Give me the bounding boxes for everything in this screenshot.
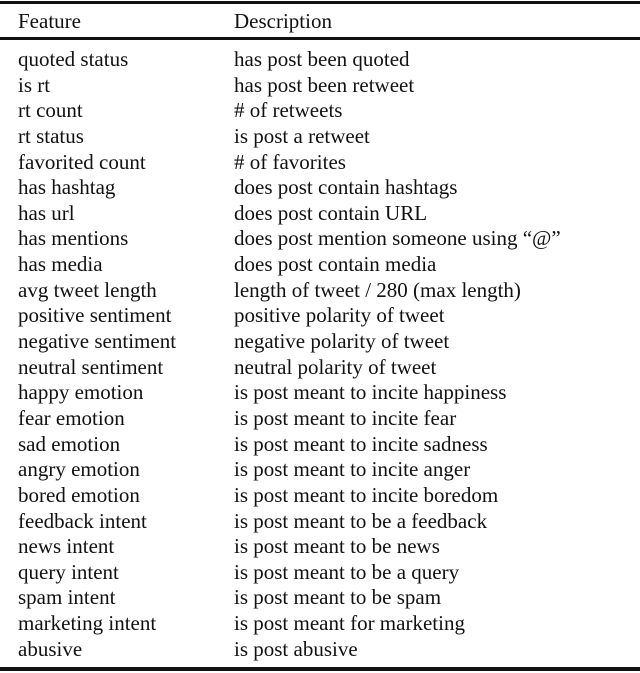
- description-cell: is post meant to incite fear: [234, 405, 457, 430]
- table-row: [0, 252, 640, 278]
- table-row: [0, 124, 640, 150]
- feature-cell: has media: [18, 252, 103, 277]
- feature-cell: has mentions: [18, 226, 129, 251]
- feature-cell: sad emotion: [18, 431, 121, 456]
- header-rule: [0, 37, 640, 40]
- feature-cell: happy emotion: [18, 380, 144, 405]
- feature-cell: negative sentiment: [18, 329, 177, 354]
- table-row: [0, 47, 640, 73]
- table-body: [0, 47, 640, 662]
- feature-cell: spam intent: [18, 585, 116, 610]
- feature-cell: feedback intent: [18, 508, 147, 533]
- feature-cell: rt status: [18, 123, 84, 148]
- description-cell: is post meant to be a query: [234, 559, 460, 584]
- feature-cell: avg tweet length: [18, 277, 157, 302]
- feature-cell: rt count: [18, 98, 83, 123]
- table-row: [0, 303, 640, 329]
- description-cell: positive polarity of tweet: [234, 303, 445, 328]
- description-cell: neutral polarity of tweet: [234, 354, 437, 379]
- table-row: [0, 432, 640, 458]
- table-row: [0, 150, 640, 176]
- description-cell: negative polarity of tweet: [234, 329, 450, 354]
- description-cell: does post contain media: [234, 252, 437, 277]
- table-row: [0, 483, 640, 509]
- description-cell: # of favorites: [234, 149, 346, 174]
- description-cell: has post been quoted: [234, 47, 410, 71]
- feature-cell: news intent: [18, 534, 115, 559]
- description-cell: # of retweets: [234, 98, 343, 123]
- description-cell: is post meant for marketing: [234, 611, 465, 636]
- feature-cell: neutral sentiment: [18, 354, 164, 379]
- feature-cell: angry emotion: [18, 457, 140, 482]
- top-rule: [0, 1, 640, 4]
- table-row: [0, 534, 640, 560]
- description-cell: is post meant to be spam: [234, 585, 442, 610]
- description-cell: has post been retweet: [234, 72, 415, 97]
- description-cell: does post contain URL: [234, 200, 428, 225]
- table-row: [0, 637, 640, 663]
- description-cell: length of tweet / 280 (max length): [234, 277, 521, 302]
- description-cell: is post meant to be news: [234, 534, 440, 559]
- feature-cell: query intent: [18, 559, 119, 584]
- table-row: [0, 201, 640, 227]
- feature-cell: marketing intent: [18, 611, 157, 636]
- table-row: [0, 278, 640, 304]
- feature-cell: is rt: [18, 72, 51, 97]
- table-header: [0, 8, 640, 34]
- table-row: [0, 406, 640, 432]
- table-row: [0, 585, 640, 611]
- table-row: [0, 73, 640, 99]
- table-row: [0, 509, 640, 535]
- description-cell: does post mention someone using “@”: [234, 226, 561, 251]
- description-cell: does post contain hashtags: [234, 175, 458, 200]
- feature-cell: favorited count: [18, 149, 146, 174]
- description-cell: is post meant to incite anger: [234, 457, 471, 482]
- description-cell: is post a retweet: [234, 123, 370, 148]
- description-cell: is post meant to incite happiness: [234, 380, 507, 405]
- feature-cell: bored emotion: [18, 482, 140, 507]
- feature-cell: quoted status: [18, 47, 129, 71]
- table-row: [0, 329, 640, 355]
- feature-cell: positive sentiment: [18, 303, 172, 328]
- table-row: [0, 457, 640, 483]
- header-description: Description: [234, 9, 332, 33]
- table-row: [0, 98, 640, 124]
- description-cell: is post meant to incite sadness: [234, 431, 488, 456]
- header-feature: Feature: [18, 9, 81, 33]
- table-row: [0, 175, 640, 201]
- table-row: [0, 560, 640, 586]
- feature-cell: has hashtag: [18, 175, 116, 200]
- table-row: [0, 380, 640, 406]
- description-cell: is post meant to be a feedback: [234, 508, 488, 533]
- bottom-rule: [0, 667, 640, 671]
- table-row: [0, 226, 640, 252]
- description-cell: is post meant to incite boredom: [234, 482, 499, 507]
- feature-cell: fear emotion: [18, 405, 125, 430]
- table-row: [0, 611, 640, 637]
- feature-cell: abusive: [18, 636, 83, 661]
- feature-cell: has url: [18, 200, 75, 225]
- table-row: [0, 355, 640, 381]
- description-cell: is post abusive: [234, 636, 358, 661]
